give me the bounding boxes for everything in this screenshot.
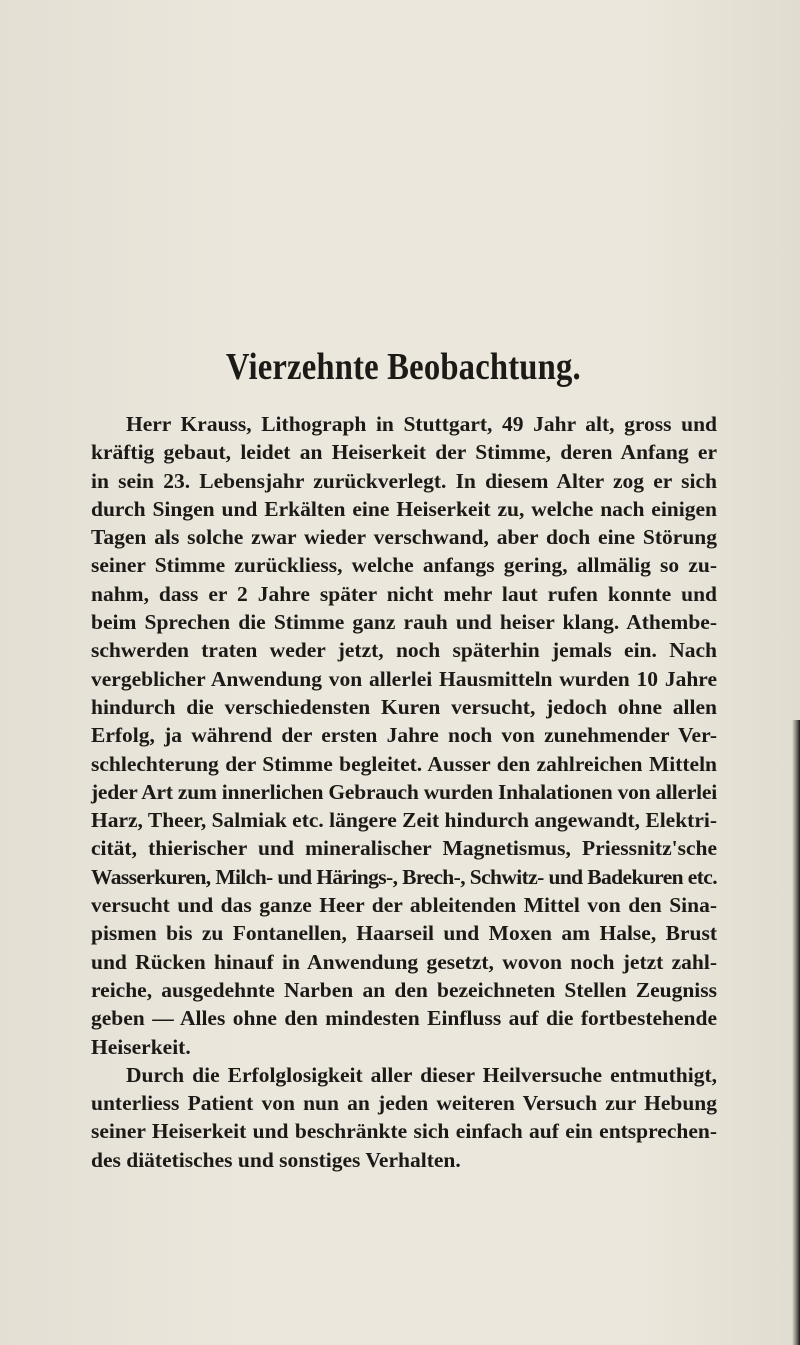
text-line: durch Singen und Erkälten eine Heiserkeit zu, welche nach einigen xyxy=(91,496,717,521)
text-line: hindurch die verschiedensten Kuren versucht, jedoch ohne allen xyxy=(91,694,717,719)
page-edge-shadow xyxy=(792,720,800,1345)
text-line: unterliess Patient von nun an jeden weiteren Versuch zur Hebung xyxy=(91,1091,717,1116)
text-line: Wasserkuren, Milch- und Härings-, Brech-, Schwitz- und Badekuren etc. xyxy=(91,864,717,889)
text-line: schwerden traten weder jetzt, noch späterhin jemals ein. Nach xyxy=(91,638,717,663)
text-line: schlechterung der Stimme begleitet. Ausser den zahlreichen Mitteln xyxy=(91,751,717,776)
text-line: geben — Alles ohne den mindesten Einfluss auf die fortbestehende xyxy=(91,1006,717,1031)
text-line: jeder Art zum innerlichen Gebrauch wurden Inhalationen von allerlei xyxy=(91,779,717,804)
text-line: reiche, ausgedehnte Narben an den bezeichneten Stellen Zeugniss xyxy=(91,977,717,1002)
text-line: seiner Heiserkeit und beschränkte sich einfach auf ein entsprechen- xyxy=(91,1119,717,1144)
text-line: beim Sprechen die Stimme ganz rauh und heiser klang. Athembe- xyxy=(91,610,717,635)
text-line: Herr Krauss, Lithograph in Stuttgart, 49 Jahr alt, gross und xyxy=(126,412,717,436)
text-line: pismen bis zu Fontanellen, Haarseil und Moxen am Halse, Brust xyxy=(91,921,717,946)
paragraph-2 xyxy=(91,1061,717,1174)
text-line: kräftig gebaut, leidet an Heiserkeit der Stimme, deren Anfang er xyxy=(91,440,717,465)
text-line: Tagen als solche zwar wieder verschwand, aber doch eine Störung xyxy=(91,525,717,550)
chapter-heading: Vierzehnte Beobachtung. xyxy=(225,346,581,388)
text-line: Durch die Erfolglosigkeit aller dieser Heilversuche entmuthigt, xyxy=(126,1062,717,1087)
text-line: versucht und das ganze Heer der ableitenden Mittel von den Sina- xyxy=(91,893,717,918)
text-line: Erfolg, ja während der ersten Jahre noch von zunehmender Ver- xyxy=(91,723,717,748)
text-line: des diätetisches und sonstiges Verhalten. xyxy=(91,1147,461,1172)
text-line: nahm, dass er 2 Jahre später nicht mehr laut rufen konnte und xyxy=(91,581,717,606)
text-line: und Rücken hinauf in Anwendung gesetzt, wovon noch jetzt zahl- xyxy=(91,949,717,974)
text-line: vergeblicher Anwendung von allerlei Hausmitteln wurden 10 Jahre xyxy=(91,666,717,691)
text-line: in sein 23. Lebensjahr zurückverlegt. In diesem Alter zog er sich xyxy=(91,468,717,493)
text-line: cität, thierischer und mineralischer Magnetismus, Priessnitz'sche xyxy=(91,836,717,861)
paragraph-1 xyxy=(91,410,717,1061)
text-line: Harz, Theer, Salmiak etc. längere Zeit hindurch angewandt, Elektri- xyxy=(91,808,717,833)
text-line: Heiserkeit. xyxy=(91,1034,191,1059)
body-text xyxy=(91,410,717,1174)
text-line: seiner Stimme zurückliess, welche anfangs gering, allmälig so zu- xyxy=(91,553,717,578)
